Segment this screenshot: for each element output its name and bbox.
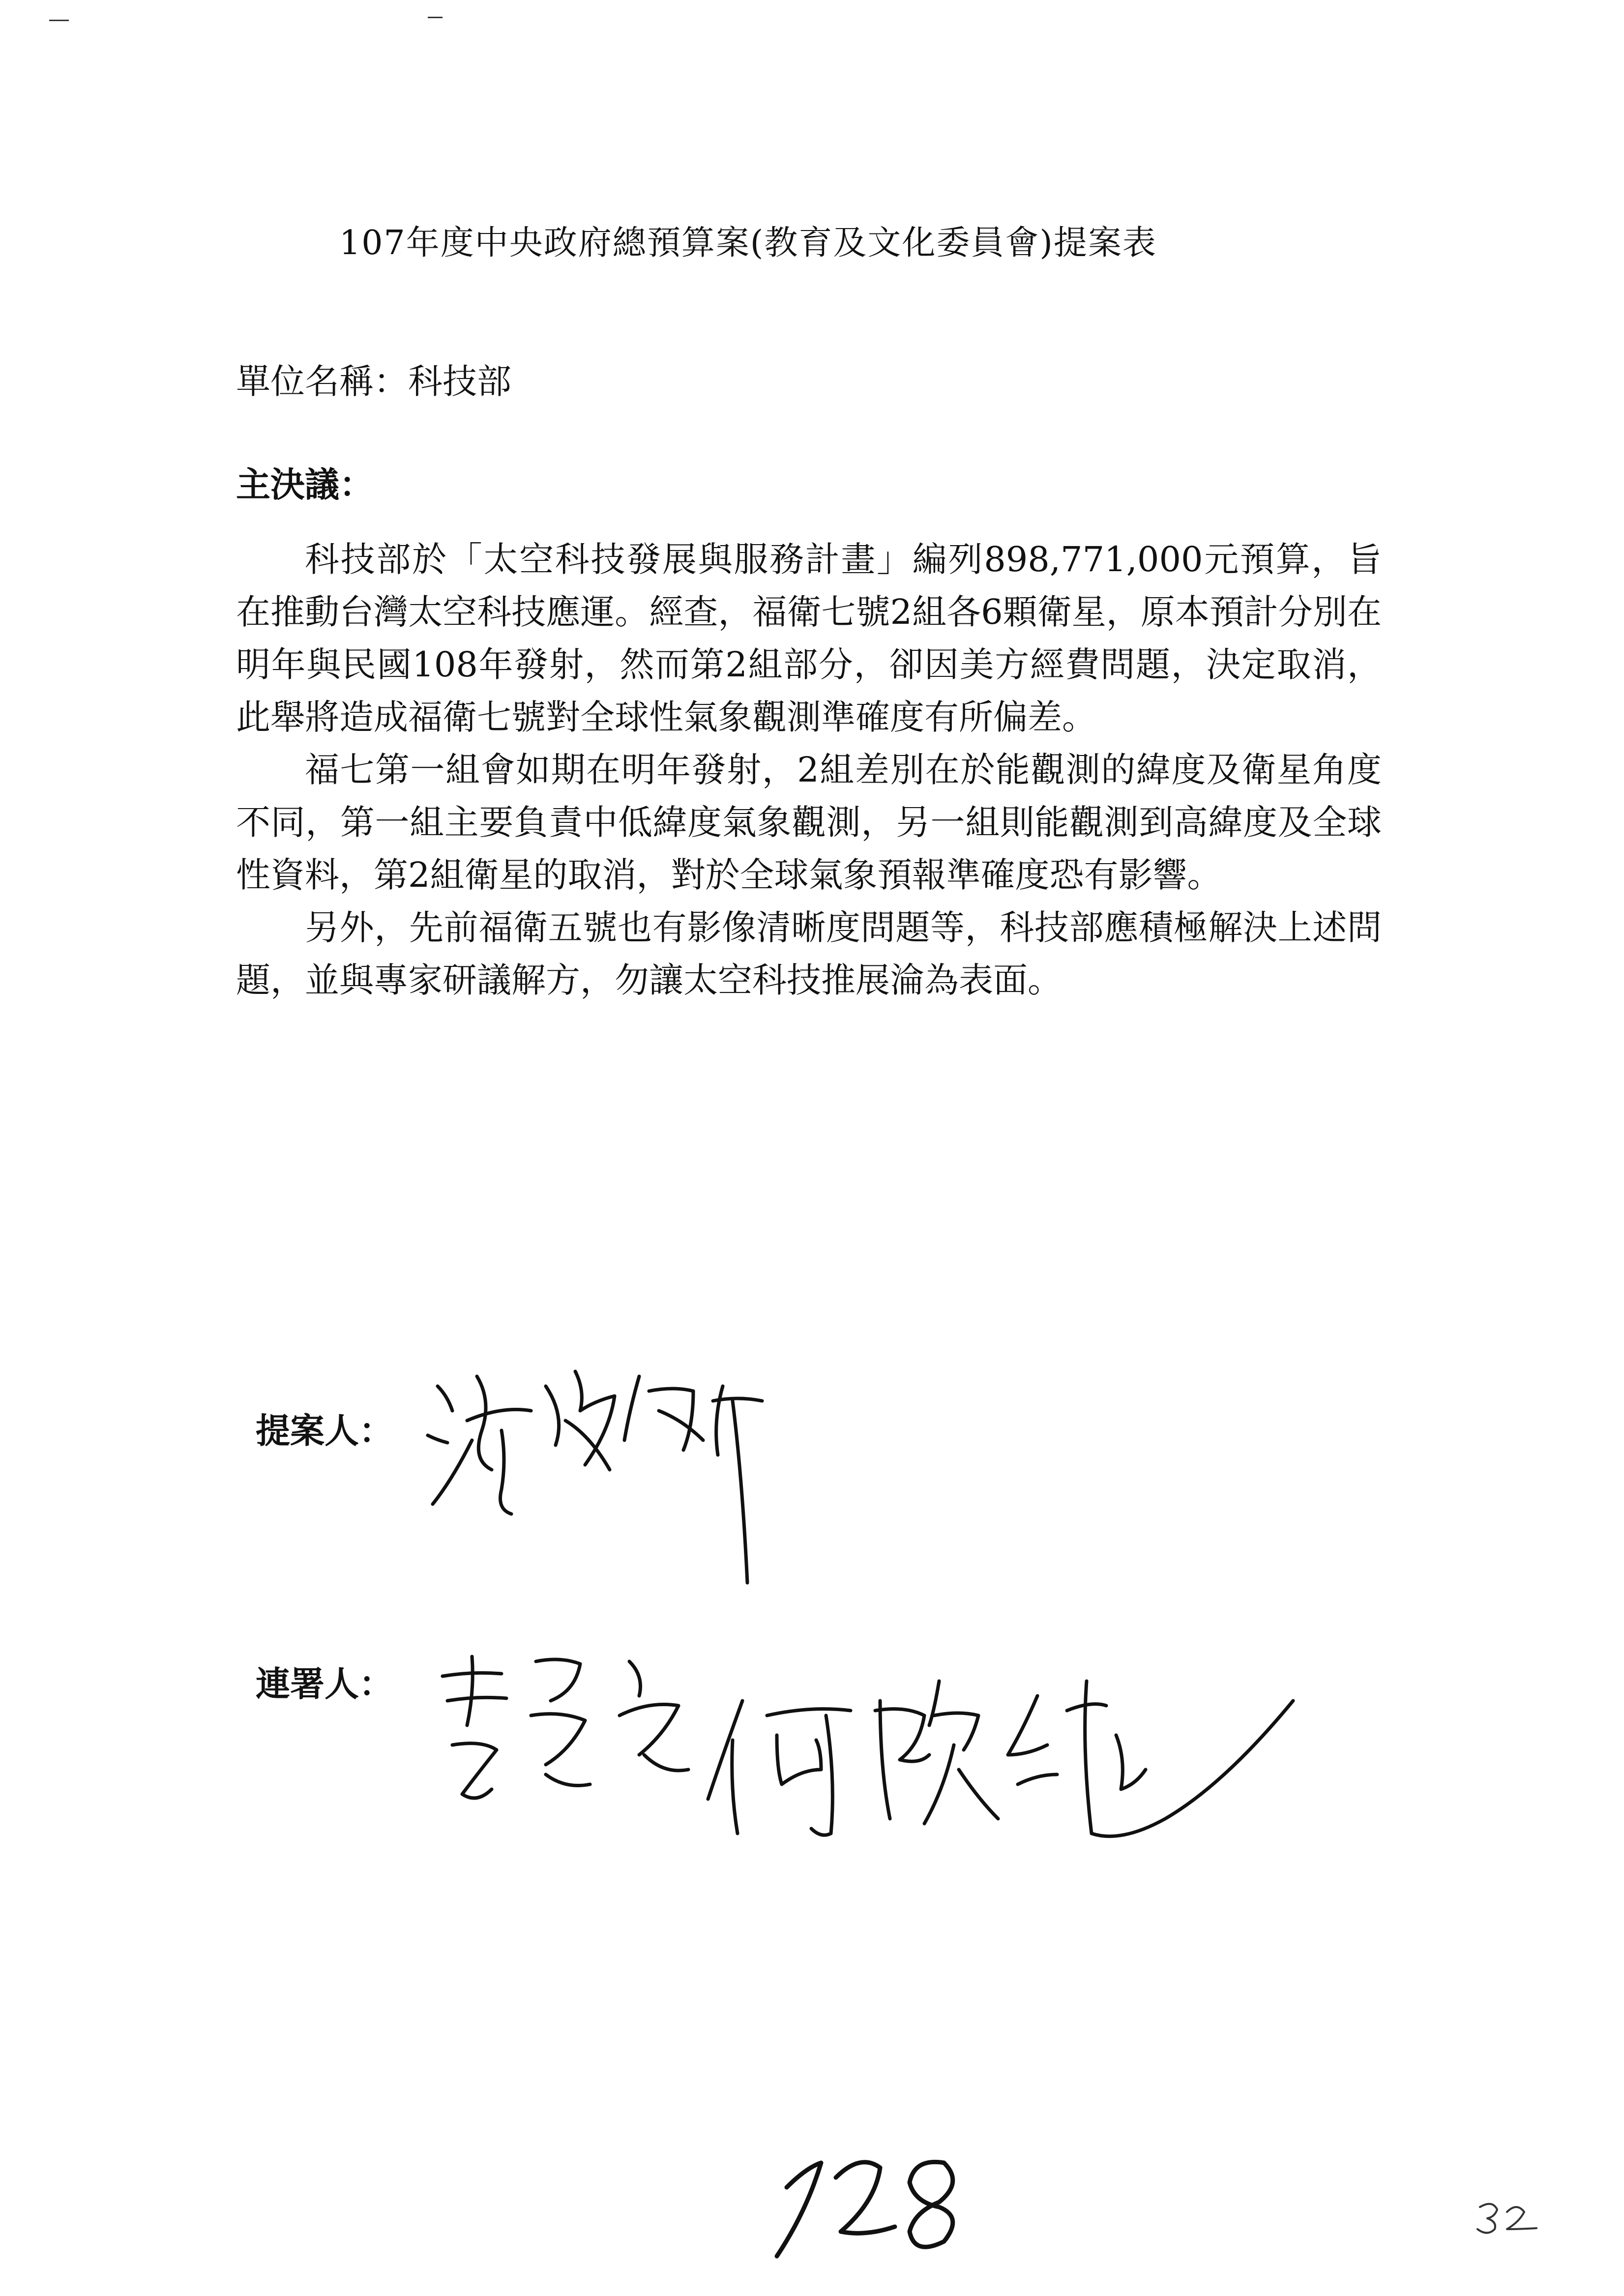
cosigner-signature-drawing-2 [703,1671,1332,1858]
unit-label: 單位名稱： [236,361,408,402]
document-title: 107年度中央政府總預算案(教育及文化委員會)提案表 [339,224,1157,262]
paragraph: 科技部於「太空科技發展與服務計畫」編列898,771,000元預算，旨在推動台灣太空科技應運。經查，福衛七號2組各6顆衛星，原本預計分別在明年與民國108年發射，然而第2組部分，卻因美方經費問題，決定取消，此舉將造成福衛七號對全球性氣象觀測準確度有所偏差。 [236,539,1382,737]
cosigner-signature [703,1671,1332,1858]
handwritten-page-number-drawing [767,2148,974,2266]
paragraph: 另外，先前福衛五號也有影像清晰度問題等，科技部應積極解決上述問題，並與專家研議解方，勿讓太空科技推展淪為表面。 [236,907,1382,1000]
cosigner-label: 連署人： [256,1664,393,1704]
cosigner-signature [433,1647,738,1824]
unit-line [236,354,511,404]
corner-page-number-drawing [1470,2195,1544,2239]
resolution-body [236,533,1382,1007]
unit-name: 科技部 [408,361,511,402]
proposer-signature [418,1357,801,1612]
scan-mark [49,20,69,21]
proposer-label: 提案人： [256,1411,393,1451]
handwritten-page-number [767,2148,974,2268]
scan-mark [428,17,443,18]
corner-page-number [1470,2195,1544,2241]
resolution-heading: 主決議： [236,465,374,505]
paragraph: 福七第一組會如期在明年發射，2組差別在於能觀測的緯度及衛星角度不同，第一組主要負責中低緯度氣象觀測，另一組則能觀測到高緯度及全球性資料，第2組衛星的取消，對於全球氣象預報準確度恐有影響。 [236,750,1382,895]
cosigner-signature-drawing-1 [433,1647,738,1824]
proposer-signature-drawing [418,1357,801,1612]
